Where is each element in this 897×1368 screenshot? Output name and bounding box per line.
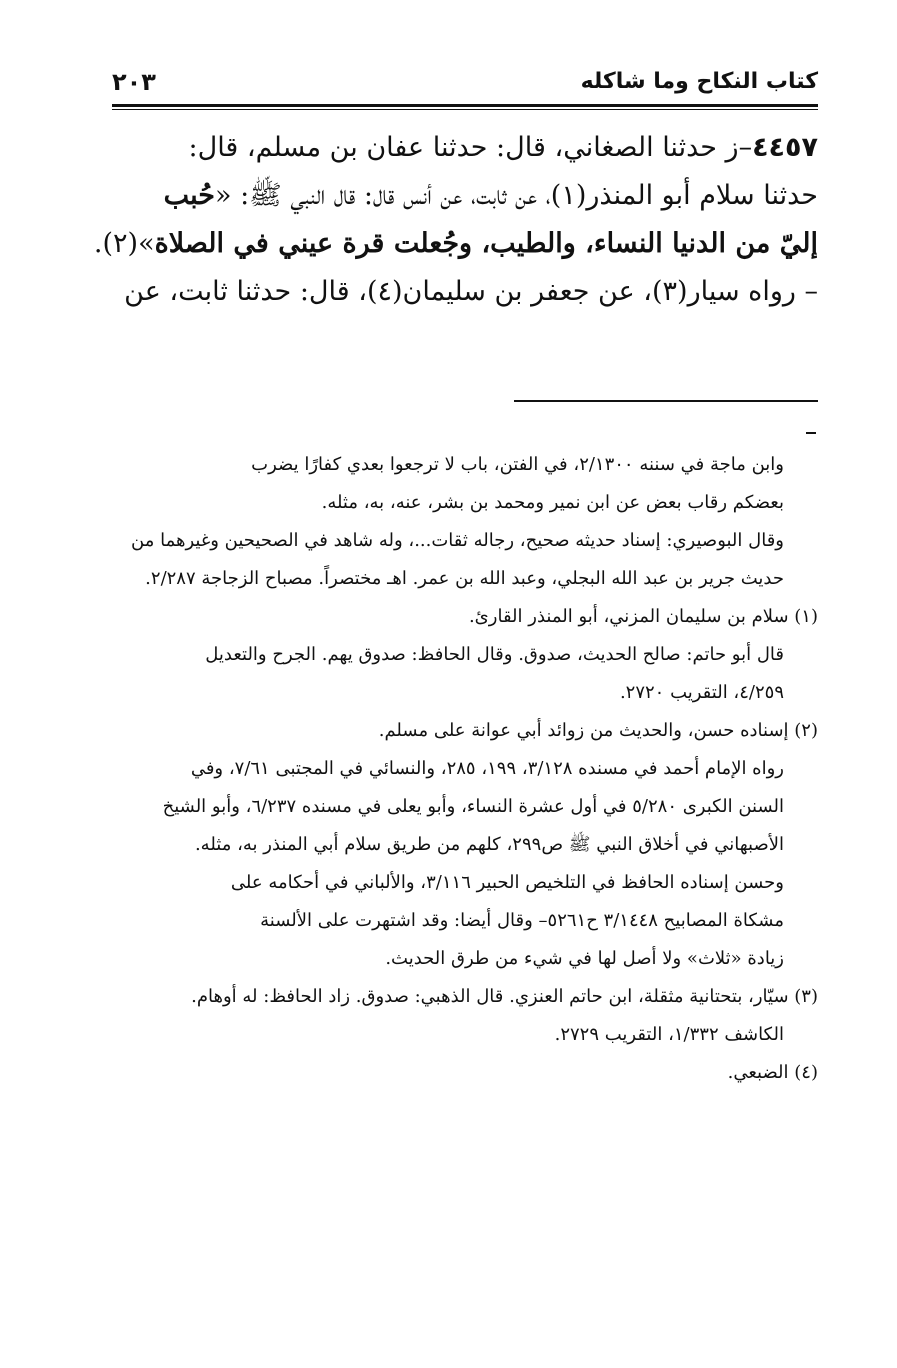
footnote-continued-line: وقال البوصيري: إسناد حديثه صحيح، رجاله ثقات...، وله شاهد في الصحيحين وغيرهما من xyxy=(131,530,784,551)
footnote-2-line: الأصبهاني في أخلاق النبي ﷺ ص٢٩٩، كلهم من طريق سلام أبي المنذر به، مثله. xyxy=(194,834,784,855)
footnote-continued-line: حديث جرير بن عبد الله البجلي، وعبد الله بن عمر. اهـ مختصراً. مصباح الزجاجة ٢/٢٨٧. xyxy=(145,568,784,589)
continuation-dash xyxy=(806,432,816,434)
footnote-1-line: ٤/٢٥٩، التقريب ٢٧٢٠. xyxy=(619,682,784,703)
footnote-2-line: زيادة «ثلاث» ولا أصل لها في شيء من طرق الحديث. xyxy=(385,948,784,969)
footnote-2-line: مشكاة المصابيح ٣/١٤٤٨ ح٥٢٦١– وقال أيضا: وقد اشتهرت على الألسنة xyxy=(260,910,784,931)
hadith-line-4 xyxy=(112,268,818,316)
footnote-3-line: الكاشف ١/٣٣٢، التقريب ٢٧٢٩. xyxy=(554,1024,784,1045)
footnote-continued-line: بعضكم رقاب بعض عن ابن نمير ومحمد بن بشر، عنه، به، مثله. xyxy=(321,492,784,513)
hadith-isnad-continued: حدثنا سلام أبو المنذر(١)، عن ثابت، عن أنس قال: قال النبي ﷺ: « xyxy=(214,180,818,211)
hadith-number: ٤٤٥٧ xyxy=(752,132,818,163)
footnote-2-heading: (٢) إسناده حسن، والحديث من زوائد أبي عوانة على مسلم. xyxy=(378,720,818,741)
hadith-matn-start: حُبب xyxy=(163,180,215,211)
hadith-line-2 xyxy=(112,172,818,220)
hadith-text xyxy=(93,124,818,316)
footnote-separator xyxy=(514,400,818,402)
page-header xyxy=(112,66,818,102)
hadith-isnad-start: –ز حدثنا الصغاني، قال: حدثنا عفان بن مسلم، قال: xyxy=(188,132,753,163)
footnote-4-heading: (٤) الضبعي. xyxy=(727,1062,818,1083)
hadith-line-1 xyxy=(112,124,818,172)
hadith-matn: إليّ من الدنيا النساء، والطيب، وجُعلت قرة عيني في الصلاة xyxy=(154,228,818,259)
footnote-1-line: قال أبو حاتم: صالح الحديث، صدوق. وقال الحافظ: صدوق يهم. الجرح والتعديل xyxy=(205,644,784,665)
footnote-2-line: وحسن إسناده الحافظ في التلخيص الحبير ٣/١١٦، والألباني في أحكامه على xyxy=(230,872,784,893)
hadith-line-3 xyxy=(93,220,818,268)
page-number: ٢٠٣ xyxy=(112,68,156,96)
footnote-2-line: رواه الإمام أحمد في مسنده ٣/١٢٨، ١٩٩، ٢٨٥، والنسائي في المجتبى ٧/٦١، وفي xyxy=(190,758,784,779)
footnote-3-heading: (٣) سيّار، بتحتانية مثقلة، ابن حاتم العنزي. قال الذهبي: صدوق. زاد الحافظ: له أوهام. xyxy=(191,986,818,1007)
header-rule-thick xyxy=(112,104,818,107)
footnote-2-line: السنن الكبرى ٥/٢٨٠ في أول عشرة النساء، وأبو يعلى في مسنده ٦/٢٣٧، وأبو الشيخ xyxy=(162,796,784,817)
header-rule-thin xyxy=(112,109,818,110)
hadith-alternate-chain: – رواه سيار(٣)، عن جعفر بن سليمان(٤)، قال: حدثنا ثابت، عن xyxy=(124,276,818,307)
footnote-1-heading: (١) سلام بن سليمان المزني، أبو المنذر القارئ. xyxy=(468,606,818,627)
running-title: كتاب النكاح وما شاكله xyxy=(580,69,818,94)
footnotes xyxy=(106,446,818,1092)
footnote-continued-line: وابن ماجة في سننه ٢/١٣٠٠، في الفتن، باب لا ترجعوا بعدي كفارًا يضرب xyxy=(251,454,784,475)
hadith-matn-end: »(٢). xyxy=(93,228,155,259)
